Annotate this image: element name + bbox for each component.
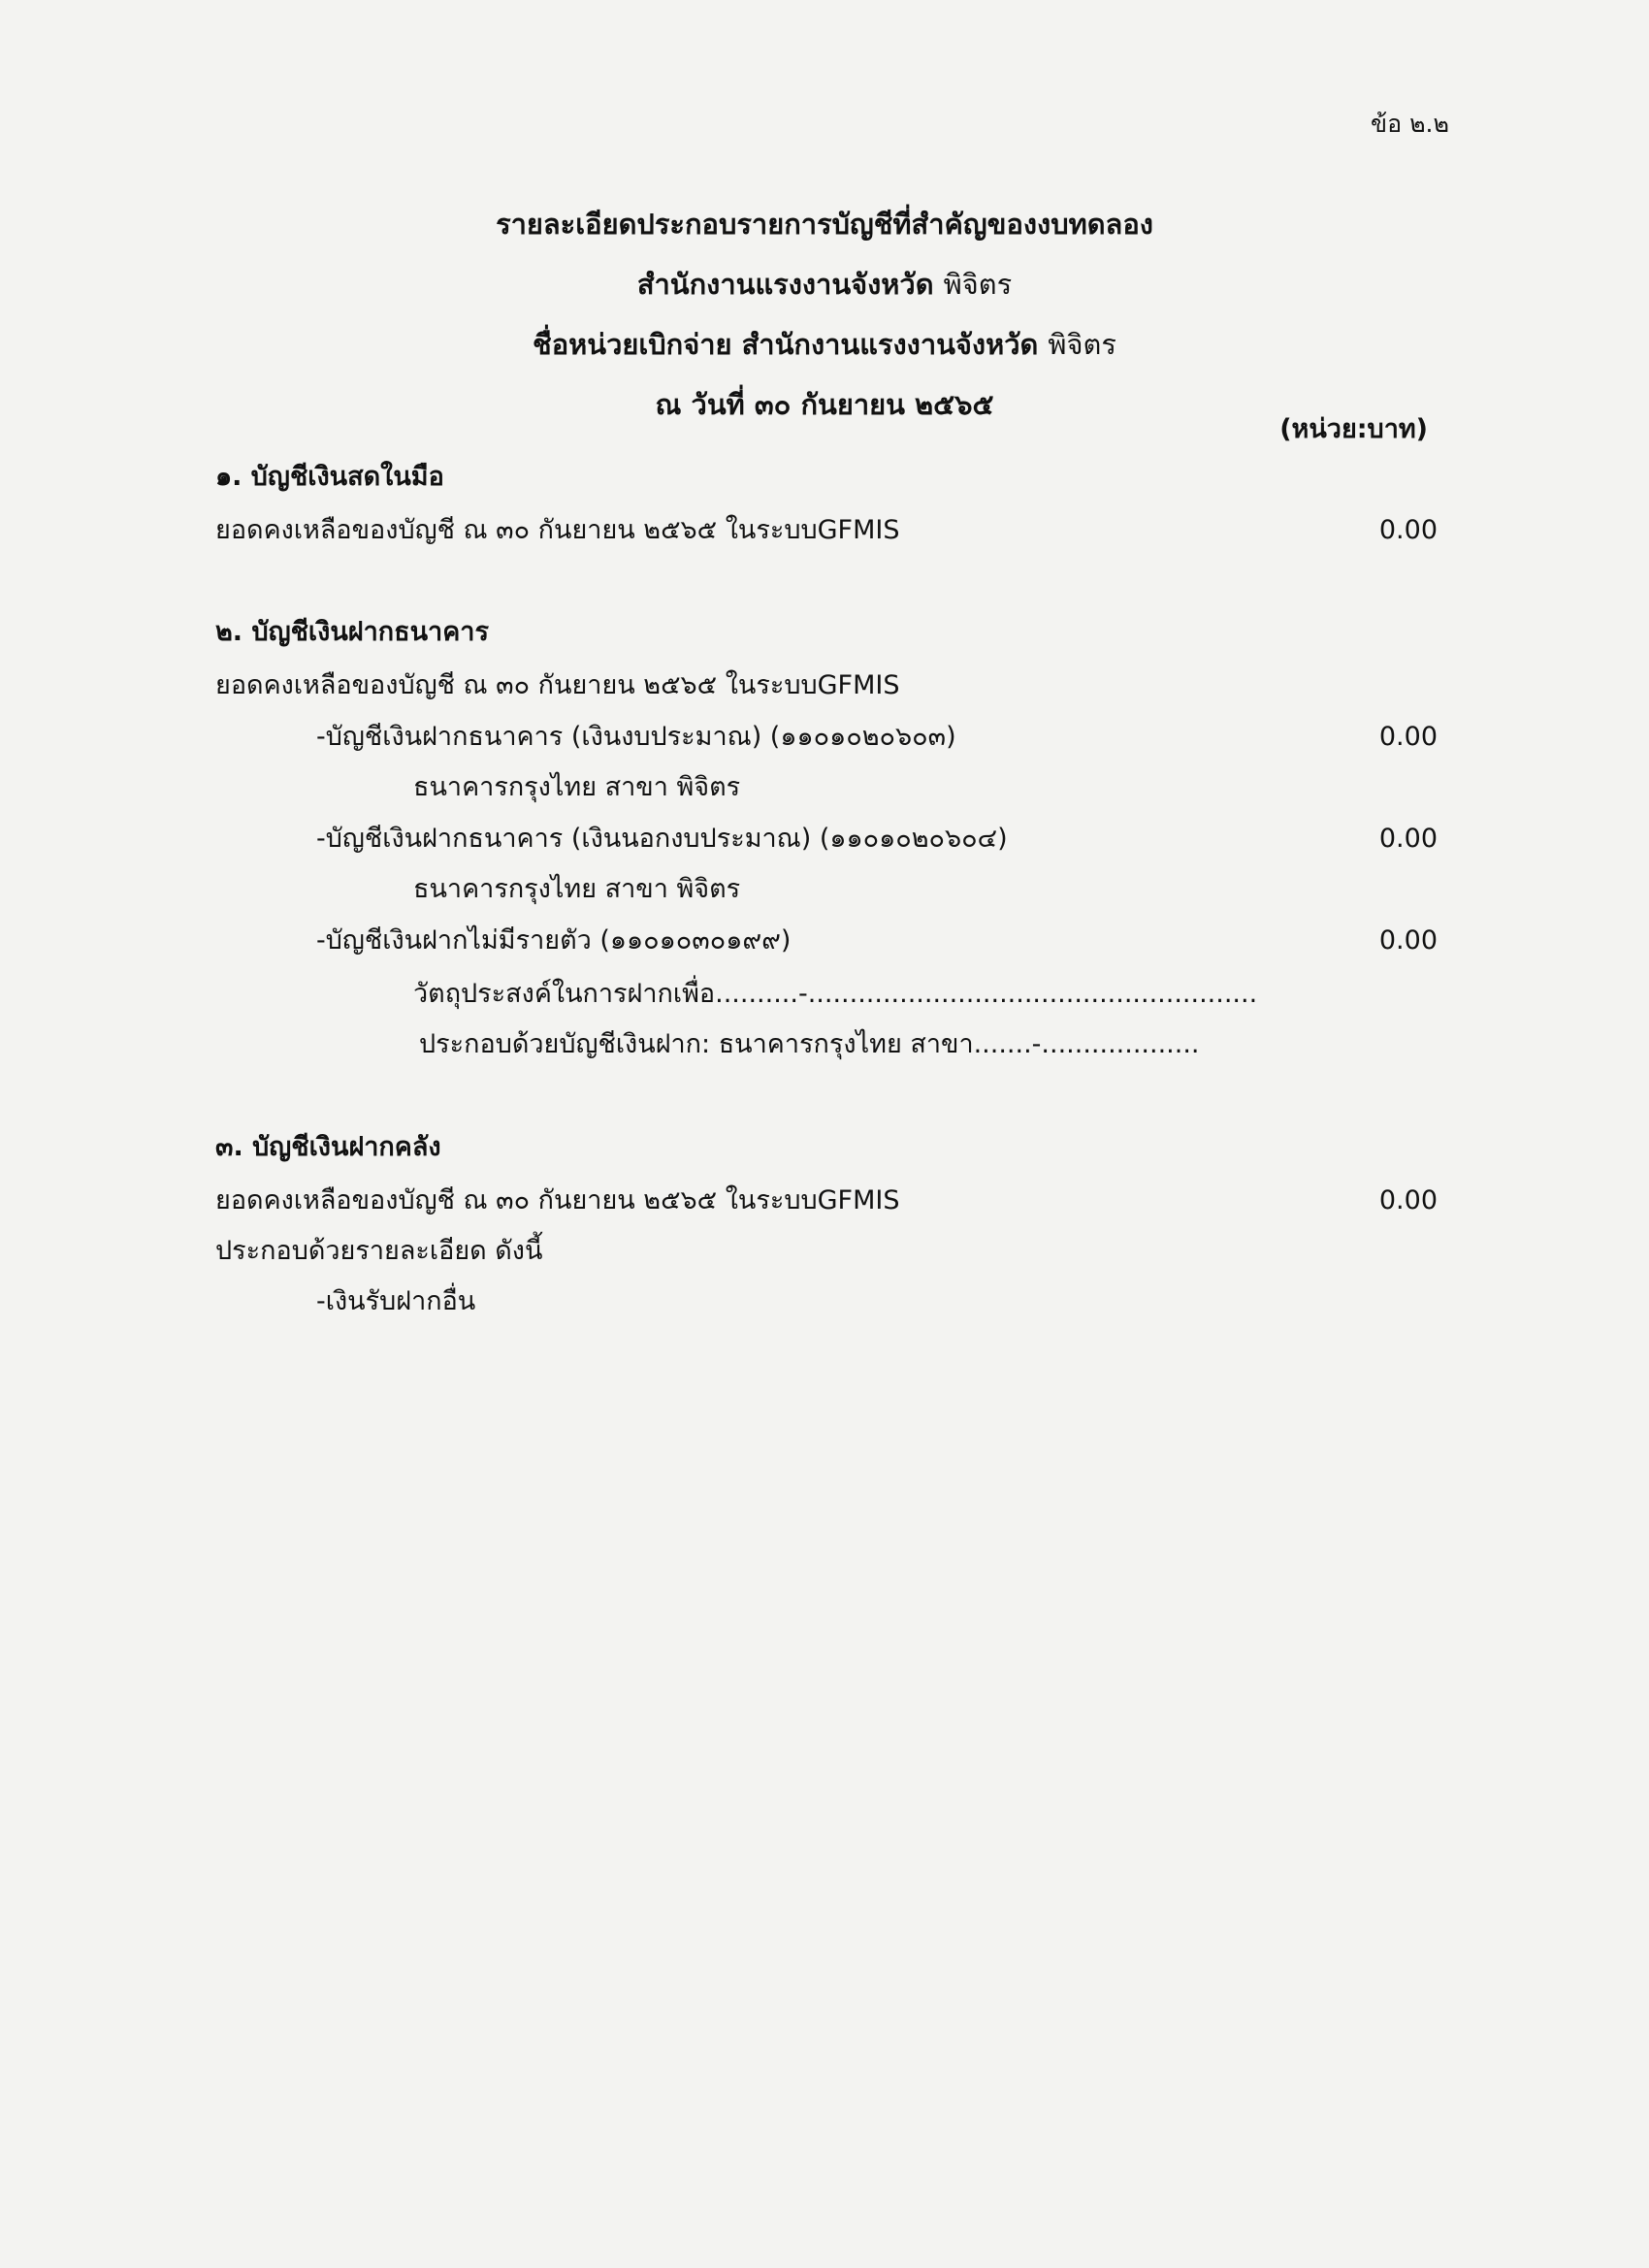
section-3-balance-value: 0.00 (1378, 1185, 1438, 1215)
section-1-heading: ๑. บัญชีเงินสดในมือ (215, 462, 444, 492)
title-line-2-province: พิจิตร (943, 268, 1013, 301)
section-2-item-1-value: 0.00 (1378, 722, 1438, 752)
title-line-4-date: ณ วันที่ ๓๐ กันยายน ๒๕๖๕ (655, 388, 994, 421)
section-2-balance-label: ยอดคงเหลือของบัญชี ณ ๓๐ กันยายน ๒๕๖๕ ในระบบGFMIS (215, 670, 900, 700)
section-2-item-3-consist: ประกอบด้วยบัญชีเงินฝาก: ธนาคารกรุงไทย สาขา.......-................... (419, 1029, 1200, 1059)
title-line-2 (0, 254, 1649, 314)
section-2-heading-row (0, 608, 1649, 657)
section-3-heading: ๓. บัญชีเงินฝากคลัง (215, 1132, 441, 1162)
section-2-item-2-row (0, 815, 1649, 863)
section-2-item-1-bank-row (0, 763, 1649, 812)
section-1-balance-row (0, 506, 1649, 555)
section-3-detail-row (0, 1227, 1649, 1276)
section-2-item-3-consist-row (0, 1021, 1649, 1069)
section-2-item-1-bank: ธนาคารกรุงไทย สาขา พิจิตร (413, 772, 741, 802)
section-2-item-3-value: 0.00 (1378, 925, 1438, 956)
section-2-balance-row (0, 662, 1649, 710)
title-line-3-unit: ชื่อหน่วยเบิกจ่าย สำนักงานแรงงานจังหวัด (533, 328, 1039, 361)
section-3-item-1-label: -เงินรับฝากอื่น (316, 1286, 476, 1316)
section-2-item-2-bank: ธนาคารกรุงไทย สาขา พิจิตร (413, 874, 741, 904)
section-3-balance-row (0, 1177, 1649, 1225)
section-2-item-3-label: -บัญชีเงินฝากไม่มีรายตัว (๑๑๐๑๐๓๐๑๙๙) (316, 925, 792, 956)
section-3-item-1-row (0, 1278, 1649, 1326)
section-3-heading-row (0, 1123, 1649, 1172)
title-line-1: รายละเอียดประกอบรายการบัญชีที่สำคัญของงบทดลอง (496, 208, 1153, 241)
section-2-item-3-row (0, 917, 1649, 965)
section-3-detail-label: ประกอบด้วยรายละเอียด ดังนี้ (215, 1236, 543, 1266)
section-2-item-1-label: -บัญชีเงินฝากธนาคาร (เงินงบประมาณ) (๑๑๐๑๐๒๐๖๐๓) (316, 722, 956, 752)
section-2-item-2-bank-row (0, 865, 1649, 914)
title-line-3-province: พิจิตร (1048, 328, 1116, 361)
section-2-item-3-purpose: วัตถุประสงค์ในการฝากเพื่อ..........-...................................................... (413, 979, 1258, 1009)
title-line-2-office: สำนักงานแรงงานจังหวัด (636, 268, 934, 301)
section-3-balance-label: ยอดคงเหลือของบัญชี ณ ๓๐ กันยายน ๒๕๖๕ ในระบบGFMIS (215, 1185, 900, 1215)
section-2-item-1-row (0, 713, 1649, 761)
section-2-item-2-label: -บัญชีเงินฝากธนาคาร (เงินนอกงบประมาณ) (๑๑๐๑๐๒๐๖๐๔) (316, 824, 1008, 854)
title-line-3 (0, 314, 1649, 374)
title-block (0, 194, 1649, 435)
section-2-item-2-value: 0.00 (1378, 824, 1438, 854)
section-2-heading: ๒. บัญชีเงินฝากธนาคาร (215, 617, 489, 647)
section-1-balance-label: ยอดคงเหลือของบัญชี ณ ๓๐ กันยายน ๒๕๖๕ ในระบบGFMIS (215, 515, 900, 545)
unit-label: (หน่วย:บาท) (1279, 414, 1428, 444)
section-2-item-3-purpose-row (0, 970, 1649, 1019)
reference-number: ข้อ ๒.๒ (1371, 110, 1449, 138)
section-1-balance-value: 0.00 (1378, 515, 1438, 545)
section-1-heading-row (0, 453, 1649, 502)
